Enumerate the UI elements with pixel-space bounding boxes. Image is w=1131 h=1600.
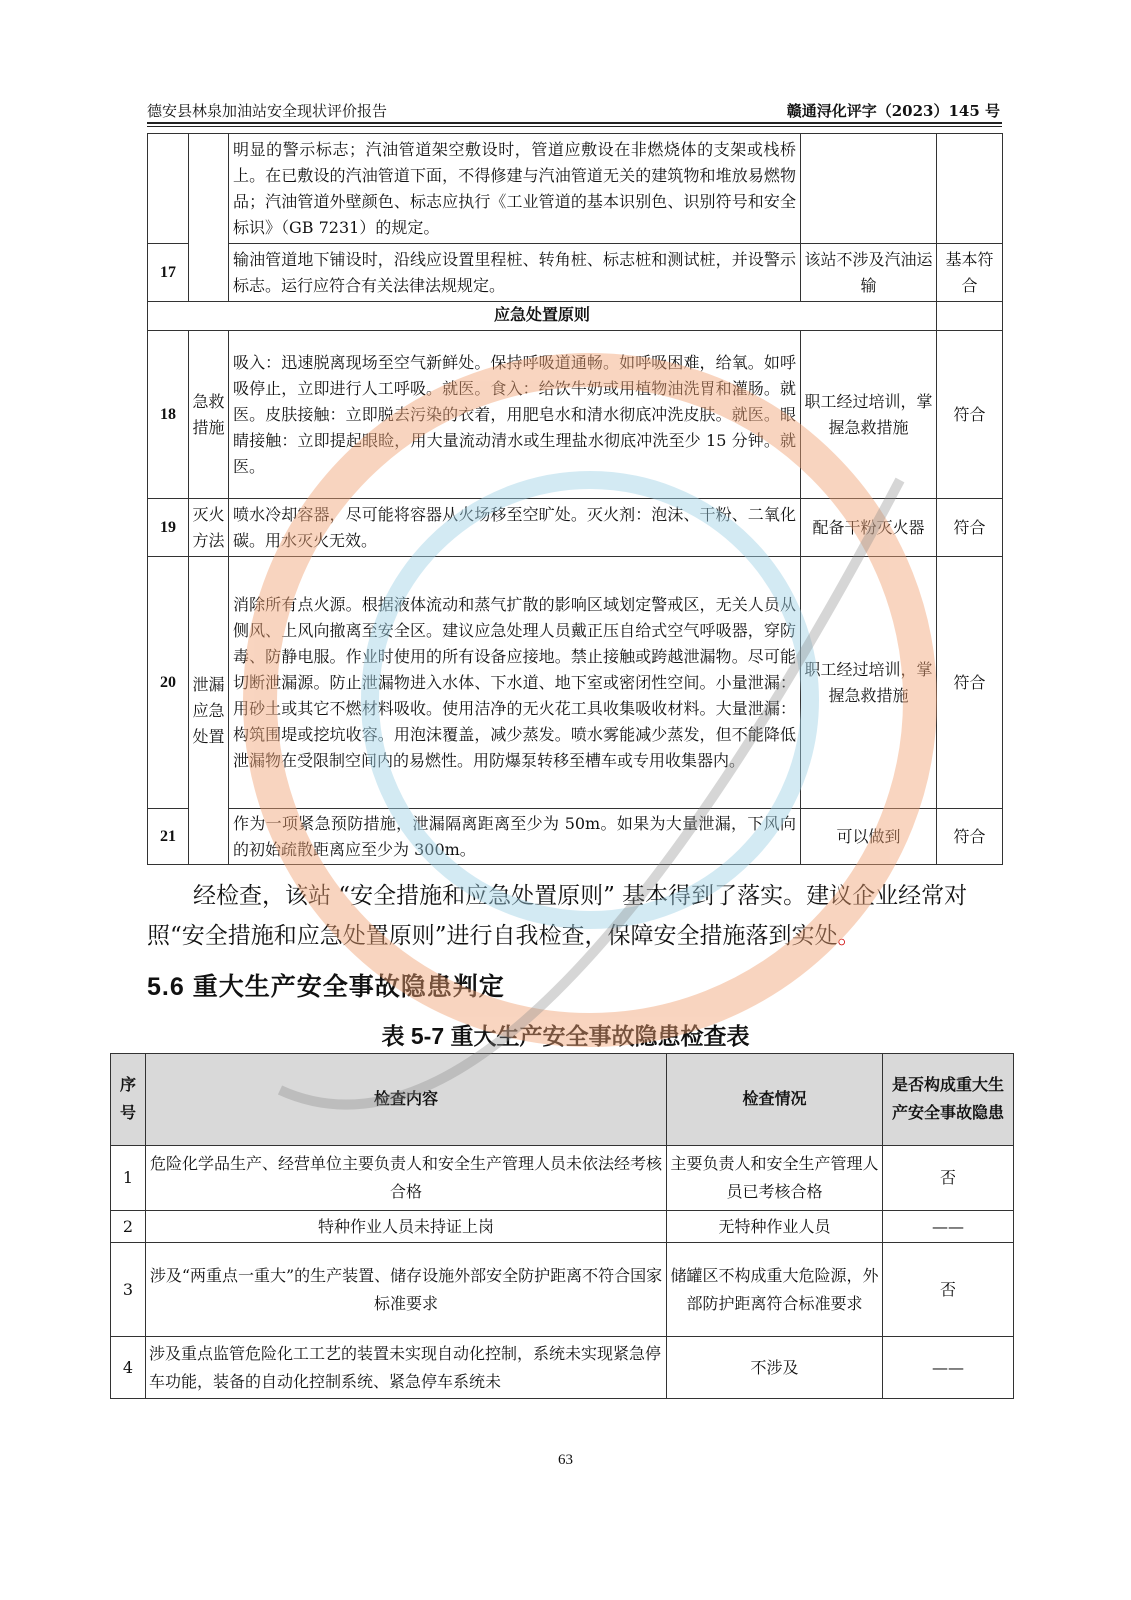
row-major: 否	[883, 1243, 1014, 1337]
row-major: ——	[883, 1211, 1014, 1243]
category-cell: 泄漏应急处置	[189, 557, 229, 865]
content-cell: 吸入：迅速脱离现场至空气新鲜处。保持呼吸道通畅。如呼吸困难，给氧。如呼吸停止，立即进行人工呼吸。就医。食入：给饮牛奶或用植物油洗胃和灌肠。就医。皮肤接触：立即脱去污染的衣着，用肥皂水和清水彻底冲洗皮肤。就医。眼睛接触：立即提起眼睑，用大量流动清水或生理盐水彻底冲洗至少 15 分钟。就医。	[229, 331, 801, 499]
table-row	[111, 1243, 1014, 1337]
num-cell: 20	[148, 557, 189, 809]
status-cell: 可以做到	[801, 809, 937, 865]
row-item: 危险化学品生产、经营单位主要负责人和安全生产管理人员未依法经考核合格	[146, 1146, 667, 1211]
safety-measures-table	[147, 133, 1003, 865]
content-cell: 作为一项紧急预防措施，泄漏隔离距离至少为 50m。如果为大量泄漏，下风向的初始疏散距离应至少为 300m。	[229, 809, 801, 865]
header-item: 检查内容	[146, 1054, 667, 1146]
status-cell: 配备干粉灭火器	[801, 499, 937, 557]
category-cell: 灭火方法	[189, 499, 229, 557]
report-title-header: 德安县林泉加油站安全现状评价报告	[147, 102, 388, 120]
table-row	[148, 499, 1003, 557]
status-cell: 职工经过培训，掌握急救措施	[801, 557, 937, 809]
category-cell: 急救措施	[189, 331, 229, 499]
content-cell: 输油管道地下铺设时，沿线应设置里程桩、转角桩、标志桩和测试桩，并设警示标志。运行应符合有关法律法规规定。	[229, 244, 801, 302]
table-row	[148, 134, 1003, 244]
row-num: 1	[111, 1146, 146, 1211]
row-item: 特种作业人员未持证上岗	[146, 1211, 667, 1243]
row-check: 主要负责人和安全生产管理人员已考核合格	[667, 1146, 883, 1211]
result-cell: 符合	[937, 331, 1003, 499]
num-cell: 17	[148, 244, 189, 302]
table-title: 表 5-7 重大生产安全事故隐患检查表	[381, 1023, 750, 1049]
table-row	[148, 331, 1003, 499]
conclusion-paragraph	[147, 876, 1007, 956]
result-cell	[937, 134, 1003, 244]
section-row	[148, 302, 1003, 331]
table-row	[111, 1146, 1014, 1211]
conclusion-period: 。	[837, 923, 861, 949]
row-num: 4	[111, 1337, 146, 1399]
table-row	[111, 1337, 1014, 1399]
table-header-row	[111, 1054, 1014, 1146]
status-cell: 职工经过培训，掌握急救措施	[801, 331, 937, 499]
result-cell: 符合	[937, 809, 1003, 865]
num-cell: 19	[148, 499, 189, 557]
section-title: 5.6 重大生产安全事故隐患判定	[147, 973, 505, 1001]
row-num: 2	[111, 1211, 146, 1243]
row-check: 不涉及	[667, 1337, 883, 1399]
table-row	[148, 244, 1003, 302]
section-heading: 应急处置原则	[148, 302, 937, 331]
category-cell	[189, 134, 229, 302]
num-cell: 21	[148, 809, 189, 865]
num-cell	[148, 134, 189, 244]
report-number-header: 赣通浔化评字（2023）145 号	[786, 102, 1000, 120]
status-cell: 该站不涉及汽油运输	[801, 244, 937, 302]
result-cell: 基本符合	[937, 244, 1003, 302]
header-num: 序号	[111, 1054, 146, 1146]
table-row	[148, 557, 1003, 809]
major-hazard-table	[110, 1053, 1014, 1399]
row-major: 否	[883, 1146, 1014, 1211]
page-number: 63	[558, 1452, 573, 1468]
num-cell: 18	[148, 331, 189, 499]
row-check: 储罐区不构成重大危险源，外部防护距离符合标准要求	[667, 1243, 883, 1337]
content-cell: 消除所有点火源。根据液体流动和蒸气扩散的影响区域划定警戒区，无关人员从侧风、上风向撤离至安全区。建议应急处理人员戴正压自给式空气呼吸器，穿防毒、防静电服。作业时使用的所有设备应接地。禁止接触或跨越泄漏物。尽可能切断泄漏源。防止泄漏物进入水体、下水道、地下室或密闭性空间。小量泄漏：用砂土或其它不燃材料吸收。使用洁净的无火花工具收集吸收材料。大量泄漏：构筑围堤或挖坑收容。用泡沫覆盖，减少蒸发。喷水雾能减少蒸发，但不能降低泄漏物在受限制空间内的易燃性。用防爆泵转移至槽车或专用收集器内。	[229, 557, 801, 809]
row-item: 涉及“两重点一重大”的生产装置、储存设施外部安全防护距离不符合国家标准要求	[146, 1243, 667, 1337]
conclusion-text: 经检查，该站 “安全措施和应急处置原则” 基本得到了落实。建议企业经常对照“安全措施和应急处置原则”进行自我检查，保障安全措施落到实处	[147, 883, 968, 949]
header-major: 是否构成重大生产安全事故隐患	[883, 1054, 1014, 1146]
row-item: 涉及重点监管危险化工工艺的装置未实现自动化控制，系统未实现紧急停车功能，装备的自动化控制系统、紧急停车系统未	[146, 1337, 667, 1399]
row-num: 3	[111, 1243, 146, 1337]
table-row	[148, 809, 1003, 865]
status-cell	[801, 134, 937, 244]
row-check: 无特种作业人员	[667, 1211, 883, 1243]
result-cell	[937, 302, 1003, 331]
result-cell: 符合	[937, 499, 1003, 557]
header-divider-thin	[147, 126, 1002, 127]
header-check: 检查情况	[667, 1054, 883, 1146]
result-cell: 符合	[937, 557, 1003, 809]
content-cell: 喷水冷却容器，尽可能将容器从火场移至空旷处。灭火剂：泡沫、干粉、二氧化碳。用水灭火无效。	[229, 499, 801, 557]
content-cell: 明显的警示标志；汽油管道架空敷设时，管道应敷设在非燃烧体的支架或栈桥上。在已敷设的汽油管道下面，不得修建与汽油管道无关的建筑物和堆放易燃物品；汽油管道外壁颜色、标志应执行《工业管道的基本识别色、识别符号和安全标识》（GB 7231）的规定。	[229, 134, 801, 244]
table-row	[111, 1211, 1014, 1243]
header-divider	[147, 122, 1002, 124]
row-major: ——	[883, 1337, 1014, 1399]
